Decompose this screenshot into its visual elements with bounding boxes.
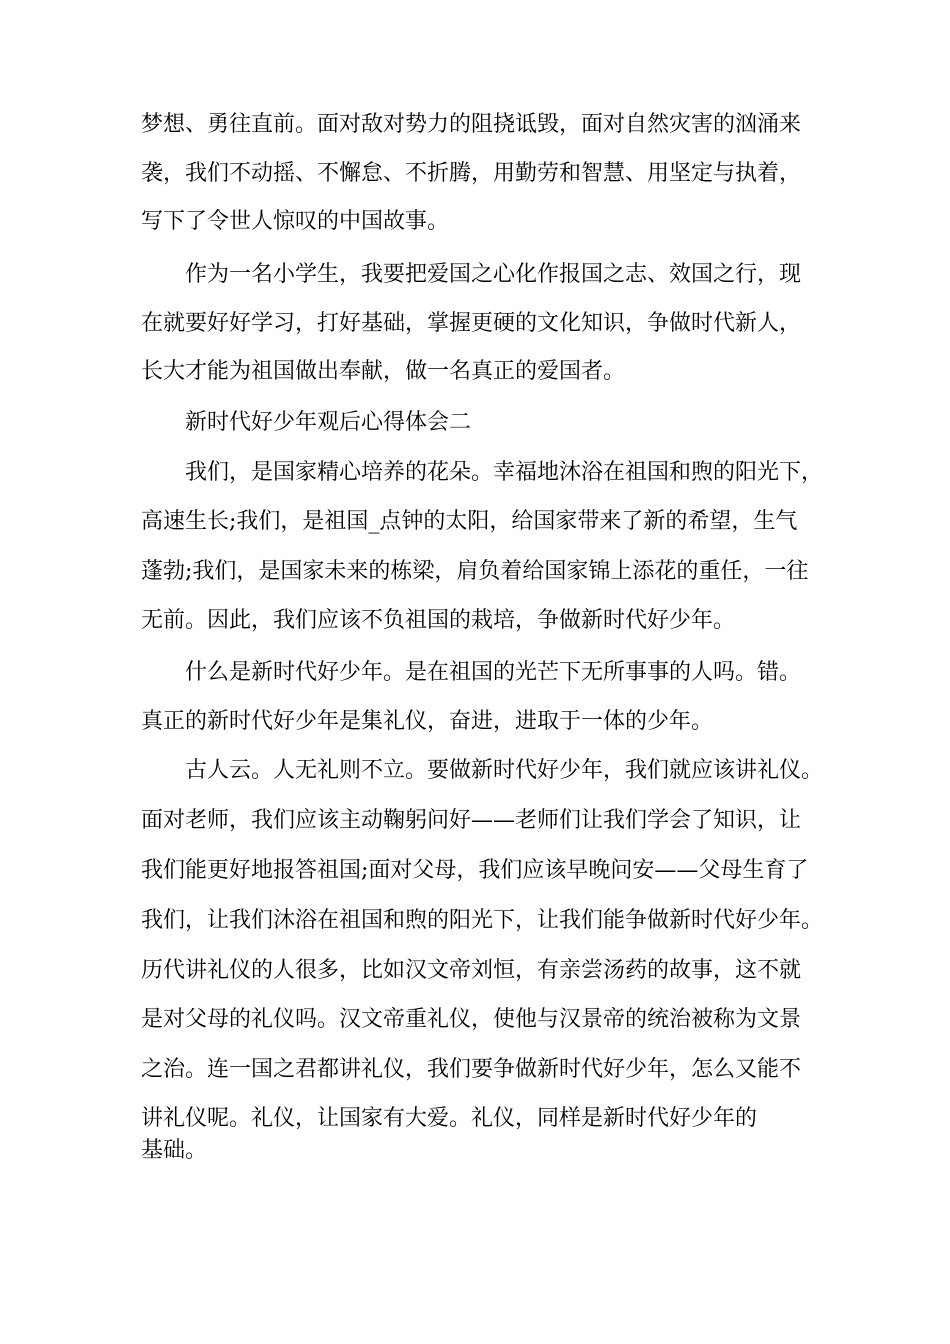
text-line-12: 什么是新时代好少年。是在祖国的光芒下无所事事的人吗。错。 bbox=[185, 660, 802, 685]
text-line-6: 长大才能为祖国做出奉献，做一名真正的爱国者。 bbox=[141, 359, 626, 384]
text-line-3: 写下了令世人惊叹的中国故事。 bbox=[141, 209, 450, 234]
text-line-18: 历代讲礼仪的人很多，比如汉文帝刘恒，有亲尝汤药的故事，这不就 bbox=[141, 958, 802, 983]
text-line-10: 蓬勃;我们，是国家未来的栋梁，肩负着给国家锦上添花的重任，一往 bbox=[141, 559, 809, 584]
text-line-20: 之治。连一国之君都讲礼仪，我们要争做新时代好少年，怎么又能不 bbox=[141, 1057, 802, 1082]
text-line-2: 袭，我们不动摇、不懈怠、不折腾，用勤劳和智慧、用坚定与执着， bbox=[141, 161, 802, 186]
text-line-4: 作为一名小学生，我要把爱国之心化作报国之志、效国之行，现 bbox=[185, 262, 802, 287]
text-line-9: 高速生长;我们，是祖国_点钟的太阳，给国家带来了新的希望，生气 bbox=[141, 509, 798, 534]
text-line-17: 我们，让我们沐浴在祖国和煦的阳光下，让我们能争做新时代好少年。 bbox=[141, 908, 824, 933]
text-line-16: 我们能更好地报答祖国;面对父母，我们应该早晚问安——父母生育了 bbox=[141, 858, 809, 883]
text-line-15: 面对老师，我们应该主动鞠躬问好——老师们让我们学会了知识，让 bbox=[141, 808, 802, 833]
section-heading: 新时代好少年观后心得体会二 bbox=[185, 410, 472, 435]
text-line-8: 我们，是国家精心培养的花朵。幸福地沐浴在祖国和煦的阳光下， bbox=[185, 460, 824, 485]
text-line-1: 梦想、勇往直前。面对敌对势力的阻挠诋毁，面对自然灾害的汹涌来 bbox=[141, 112, 802, 137]
text-line-13: 真正的新时代好少年是集礼仪，奋进，进取于一体的少年。 bbox=[141, 709, 714, 734]
text-line-19: 是对父母的礼仪吗。汉文帝重礼仪，使他与汉景帝的统治被称为文景 bbox=[141, 1007, 802, 1032]
text-line-22: 基础。 bbox=[141, 1138, 208, 1163]
text-line-21: 讲礼仪呢。礼仪，让国家有大爱。礼仪，同样是新时代好少年的 bbox=[141, 1106, 758, 1131]
text-line-5: 在就要好好学习，打好基础，掌握更硬的文化知识，争做时代新人， bbox=[141, 311, 802, 336]
text-line-11: 无前。因此，我们应该不负祖国的栽培，争做新时代好少年。 bbox=[141, 608, 736, 633]
text-line-14: 古人云。人无礼则不立。要做新时代好少年，我们就应该讲礼仪。 bbox=[185, 758, 824, 783]
